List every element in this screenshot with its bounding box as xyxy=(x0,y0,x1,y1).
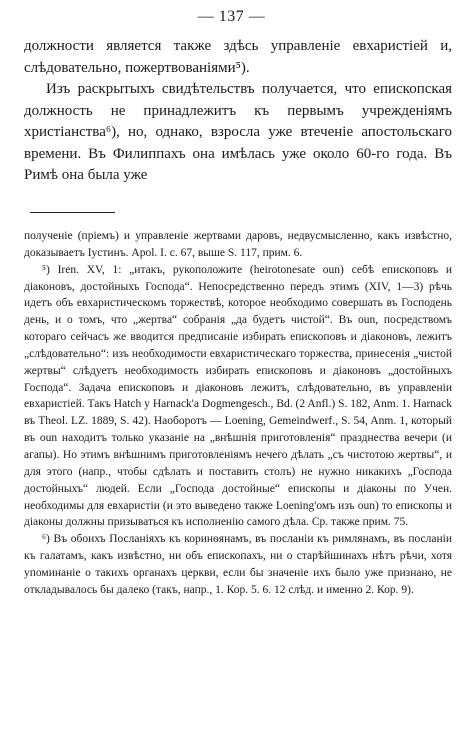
main-paragraph: Изъ раскрытыхъ свидѣтельствъ получается, что епископская должность не принадлежитъ къ первымъ учрежденіямъ христіанства⁶), но, однако, взросла уже втеченіе апостольскаго времени. Въ Филиппахъ она имѣлась уже около 60-го года. Въ Римѣ она была уже xyxy=(24,81,452,183)
page-number: — 137 — xyxy=(197,8,266,25)
footnotes xyxy=(24,228,452,599)
footnote-separator xyxy=(30,212,115,213)
footnote-6: ⁶) Въ обоихъ Посланіяхъ къ коринѳянамъ, въ посланіи къ римлянамъ, въ посланіи къ галатамъ, какъ извѣстно, ни объ епископахъ, ни о старѣйшинахъ нѣтъ рѣчи, хотя упоминаніе о такихъ органахъ церкви, если бы значеніе ихъ было уже признано, не откладывалось бы далеко (такъ, напр., 1. Кор. 5. 6. 12 слѣд. и именно 2. Кор. 9). xyxy=(24,533,452,596)
footnote-5: ⁵) Iren. XV, 1: „итакъ, рукоположите (heirotonesate oun) себѣ епископовъ и діаконовъ, достойныхъ Господа“. Непосредственно передъ этимъ (XIV, 1—3) рѣчь идетъ объ евхаристическомъ торжествѣ, которое необходимо совершать въ Господень день, и о томъ, что „жертва“ собранія „да будетъ чистой“. Въ oun, посредствомъ котораго сейчасъ же вводится предписаніе избирать епископовъ и діаконовъ, лежитъ „слѣдовательно“: изъ необходимости евхаристическаго торжества, принесенія „чистой жертвы“ слѣдуетъ необходимость избирать епископовъ и діаконовъ „достойныхъ Господа“. Задача епископовъ и діаконовъ лежитъ, слѣдовательно, въ управленіи евхаристіей. Такъ Hatch у Harnack'а Dogmengesch., Bd. (2 Anfl.) S. 182, Anm. 1. Harnack въ Theol. LZ. 1889, S. 42). Наоборотъ — Loening, Gemeindwerf., S. 54, Anm. 1, который въ oun находитъ только указаніе на „внѣшнія приготовленія“ празднества вечери (и агапы). Но этимъ внѣшнимъ приготовленіямъ нечего дѣлать „съ чистотою жертвы“, и для этого (напр., чтобы сдѣлать и поставить столъ) не нужно никакихъ „Господа достойныхъ“ людей. Если „Господа достойные“ епископы и діаконы по Учен. необходимы для евхаристіи (и это выведено также Loening'омъ изъ oun) то епископы и діаконы должны призываться къ исполненію самого дѣла. Ср. также прим. 75. xyxy=(24,263,452,529)
main-paragraph-continued: должности является также здѣсь управленіе евхаристіей и, слѣдовательно, пожертвованіями⁵). xyxy=(24,38,452,76)
footnote-continued: полученіе (пріемъ) и управленіе жертвами даровъ, недвусмысленно, какъ извѣстно, доказываетъ Іустинъ. Apol. I. c. 67, выше S. 117, прим. 6. xyxy=(24,230,452,259)
main-text xyxy=(24,36,452,187)
